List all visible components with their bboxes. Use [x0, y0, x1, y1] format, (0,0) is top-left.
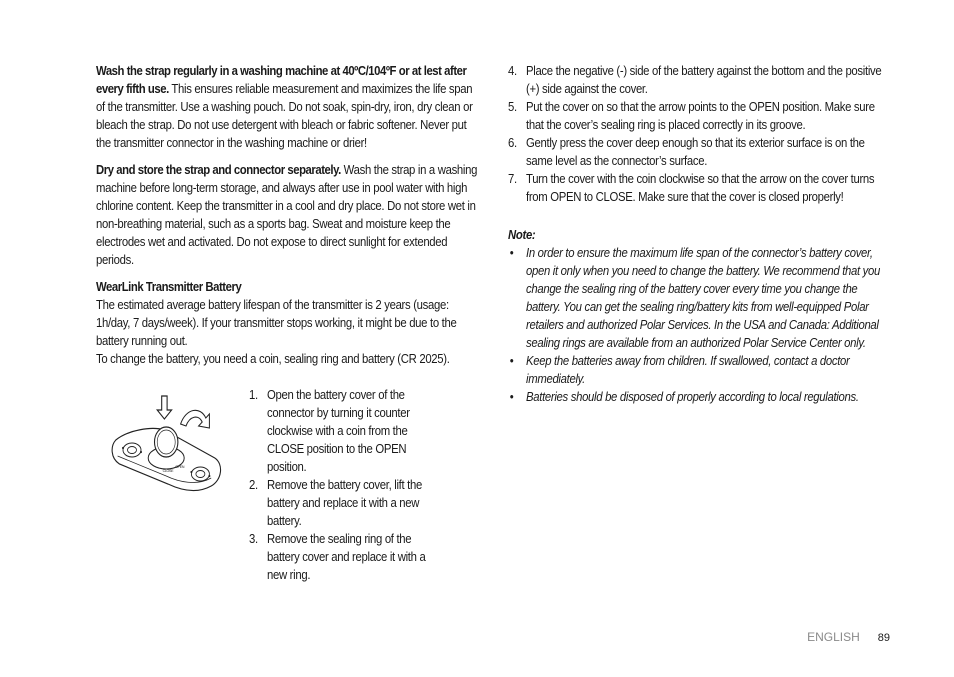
rotate-counterclockwise-icon [181, 410, 210, 428]
page-number: 89 [877, 632, 890, 644]
step-2: 2. Remove the battery cover, lift the battery and replace it with a new battery. [249, 478, 422, 528]
battery-change-block [96, 386, 480, 596]
right-column [508, 62, 890, 406]
step-1: 1. Open the battery cover of the connector by turning it counter clockwise with a coin from the CLOSE position to the OPEN position. [249, 388, 410, 474]
note-item: • Batteries should be disposed of properly according to local regulations. [509, 390, 859, 404]
step-4: 4. Place the negative (-) side of the battery against the bottom and the positive (+) side against the cover. [508, 64, 882, 96]
left-column [96, 62, 480, 596]
steps-1-to-3 [249, 386, 438, 584]
snap-right-icon [190, 467, 210, 481]
battery-change-requirements: To change the battery, you need a coin, sealing ring and battery (CR 2025). [96, 352, 450, 366]
dry-store-text: Wash the strap in a washing machine before long-term storage, and always after use in pool water with high chlorine content. Keep the transmitter in a cool and dry place. Do not store wet in non-breathing material, such as a sports bag. Sweat and moisture keep the electrodes wet and activated. Do not expose to direct sunlight for extended periods. [96, 163, 478, 267]
open-label: OPEN [175, 464, 185, 470]
coin [155, 427, 178, 457]
page-footer [807, 630, 890, 644]
notes-list [508, 244, 890, 406]
steps-4-to-7 [508, 62, 890, 206]
bullet-icon: • [509, 390, 514, 404]
dry-store-paragraph [96, 161, 480, 269]
note-item: • In order to ensure the maximum life span of the connector’s battery cover, open it only when you need to change the battery. We recommend that you change the sealing ring of the battery cover every time you change the battery. You can get the sealing ring/battery kits from well-equipped Polar retailers and authorized Polar Services. In the USA and Canada: Additional sealing rings are available from an authorized Polar Service Center only. [509, 246, 881, 350]
wash-strap-bold-lead: Wash the strap regularly in a washing machine at 40ºC/104ºF or at lest after every fifth use. [96, 64, 467, 96]
snap-left-icon [122, 443, 142, 457]
wash-strap-text: This ensures reliable measurement and maximizes the life span of the transmitter. Use a washing pouch. Do not soak, spin-dry, iron, dry clean or bleach the strap. Do not use detergent with bleach or fabric softener. Never put the transmitter connector in the washing machine or drier! [96, 82, 473, 150]
step-3: 3. Remove the sealing ring of the battery cover and replace it with a new ring. [249, 532, 426, 582]
bullet-icon: • [509, 246, 514, 260]
battery-lifespan-paragraph: The estimated average battery lifespan of the transmitter is 2 years (usage: 1h/day, 7 days/week). If your transmitter stops working, it might be due to the battery running out. [96, 298, 457, 348]
note-title: Note: [508, 228, 536, 242]
step-5: 5. Put the cover on so that the arrow points to the OPEN position. Make sure that the cover’s sealing ring is placed correctly in its groove. [508, 100, 875, 132]
wash-strap-paragraph [96, 62, 480, 152]
bullet-icon: • [509, 354, 514, 368]
down-arrow-icon [157, 396, 171, 419]
close-label: CLOSE [162, 468, 174, 474]
connector-battery-illustration [110, 394, 227, 504]
step-6: 6. Gently press the cover deep enough so that its exterior surface is on the same level as the connector’s surface. [508, 136, 865, 168]
note-item: • Keep the batteries away from children. If swallowed, contact a doctor immediately. [509, 354, 850, 386]
language-label: ENGLISH [807, 630, 860, 644]
step-7: 7. Turn the cover with the coin clockwise so that the arrow on the cover turns from OPEN to CLOSE. Make sure that the cover is closed properly! [508, 172, 875, 204]
section-heading: WearLink Transmitter Battery [96, 280, 242, 294]
dry-store-bold-lead: Dry and store the strap and connector separately. [96, 163, 341, 177]
